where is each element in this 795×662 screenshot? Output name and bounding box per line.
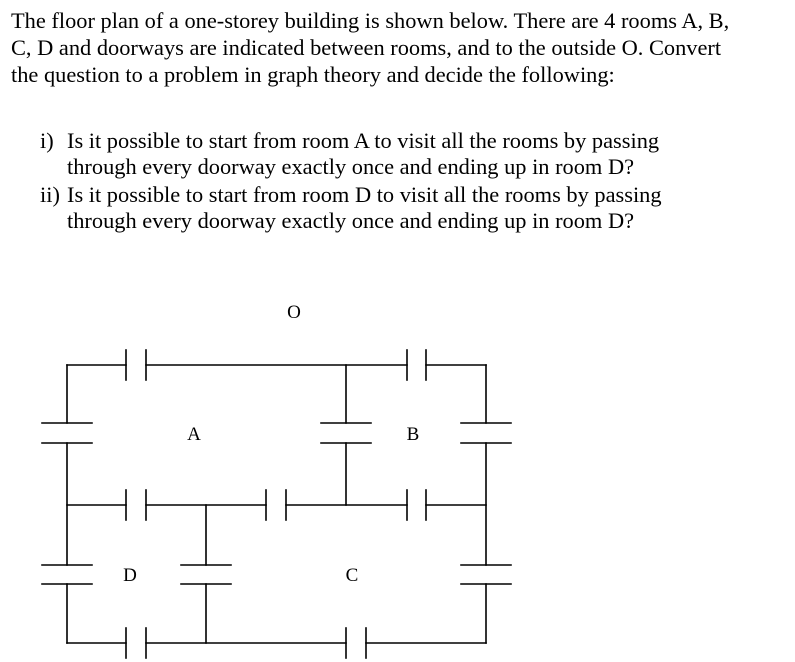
question-line: through every doorway exactly once and ending up in room D? [67,208,635,233]
doorway-d-c [181,565,231,584]
room-label-d: D [123,565,137,586]
outside-label: O [287,302,301,323]
intro-line: The floor plan of a one-storey building is shown below. There are 4 rooms A, B, [11,8,730,33]
doorway-b-outside-top [407,350,426,380]
room-label-b: B [406,424,420,445]
doorway-a-c [266,490,286,520]
question-line: Is it possible to start from room A to visit all the rooms by passing [67,128,660,153]
doorway-d-outside-bottom [126,628,146,658]
question-line: Is it possible to start from room D to visit all the rooms by passing [67,182,662,207]
doorway-b-c [407,490,426,520]
doorway-c-outside-right [461,565,511,584]
intro-line: the question to a problem in graph theory and decide the following: [11,62,615,87]
doorway-d-outside-left [42,565,92,584]
doorway-a-d [126,490,146,520]
question-number: ii) [40,182,60,207]
doorway-c-outside-bottom [346,628,366,658]
doorway-b-outside-right [461,423,511,443]
doorway-a-outside [126,350,146,380]
room-label-c: C [345,565,359,586]
doorway-a-b [321,423,371,443]
intro-line: C, D and doorways are indicated between rooms, and to the outside O. Convert [11,35,722,60]
question-line: through every doorway exactly once and ending up in room D? [67,154,635,179]
question-number: i) [40,128,54,153]
doorway-a-outside-left [42,423,92,443]
room-label-a: A [187,424,201,445]
